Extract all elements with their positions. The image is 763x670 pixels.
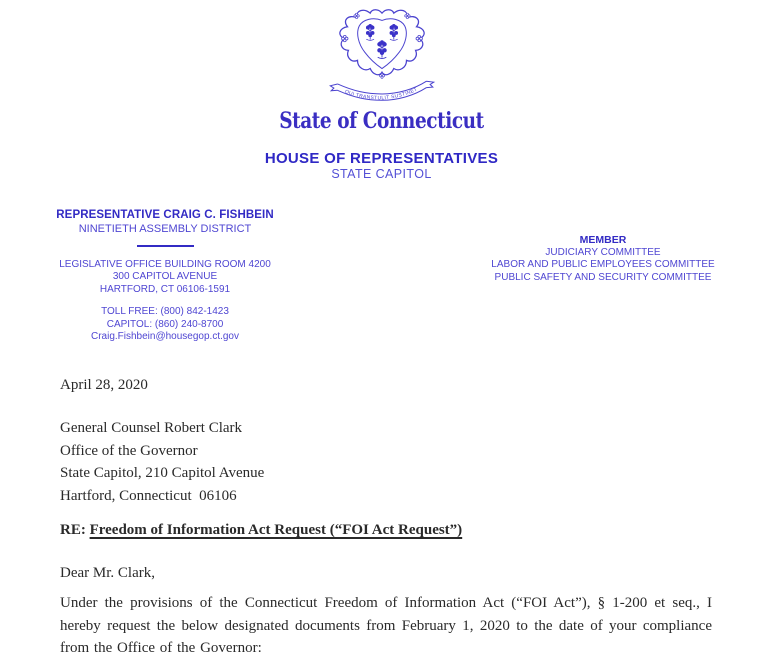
recipient-line: Office of the Governor bbox=[60, 442, 198, 459]
representative-name: REPRESENTATIVE CRAIG C. FISHBEIN bbox=[56, 209, 274, 221]
office-address-line: 300 CAPITOL AVENUE bbox=[112, 271, 218, 282]
committee-membership-block bbox=[479, 234, 727, 284]
recipient-line: State Capitol, 210 Capitol Avenue bbox=[60, 465, 265, 481]
committee-item: LABOR AND PUBLIC EMPLOYEES COMMITTEE bbox=[491, 259, 715, 270]
re-prefix: RE: bbox=[60, 522, 90, 538]
committee-item: JUDICIARY COMMITTEE bbox=[545, 246, 661, 258]
capitol-subtitle: STATE CAPITOL bbox=[331, 167, 432, 181]
recipient-line: Hartford, Connecticut 06106 bbox=[60, 487, 237, 504]
re-subject: Freedom of Information Act Request (“FOI Act Request”) bbox=[89, 522, 463, 538]
email-address: Craig.Fishbein@housegop.ct.gov bbox=[90, 331, 239, 342]
letter-date: April 28, 2020 bbox=[60, 377, 148, 393]
request-paragraph: Under the provisions of the Connecticut Freedom of Information Act (“FOI Act”), § 1-200 et seq., I hereby request the below designated documents from February 1, 2020 to the date of your compliance from the Office of the Governor: bbox=[60, 595, 712, 656]
assembly-district: NINETIETH ASSEMBLY DISTRICT bbox=[78, 222, 252, 235]
committee-item: PUBLIC SAFETY AND SECURITY COMMITTEE bbox=[494, 271, 712, 283]
member-title: MEMBER bbox=[579, 234, 627, 246]
re-subject-line bbox=[60, 522, 462, 539]
state-seal-graphic bbox=[323, 4, 441, 104]
seal-motto: QUI TRANSTULIT SUSTINET bbox=[343, 86, 419, 102]
chamber-title: HOUSE OF REPRESENTATIVES bbox=[264, 150, 499, 167]
connecticut-state-seal bbox=[0, 4, 763, 109]
representative-info-block bbox=[40, 209, 290, 344]
recipient-address-block bbox=[60, 417, 264, 507]
salutation: Dear Mr. Clark, bbox=[60, 565, 155, 581]
divider-line bbox=[137, 245, 194, 247]
recipient-line: General Counsel Robert Clark bbox=[60, 420, 243, 436]
office-address-line: HARTFORD, CT 06106-1591 bbox=[99, 283, 231, 295]
state-title: State of Connecticut bbox=[279, 108, 484, 134]
office-address-line: LEGISLATIVE OFFICE BUILDING ROOM 4200 bbox=[59, 258, 271, 270]
phone-block bbox=[40, 306, 290, 344]
capitol-phone: CAPITOL: (860) 240-8700 bbox=[106, 318, 224, 330]
seal-grapevines bbox=[366, 24, 397, 58]
toll-free-phone: TOLL FREE: (800) 842-1423 bbox=[101, 306, 229, 317]
